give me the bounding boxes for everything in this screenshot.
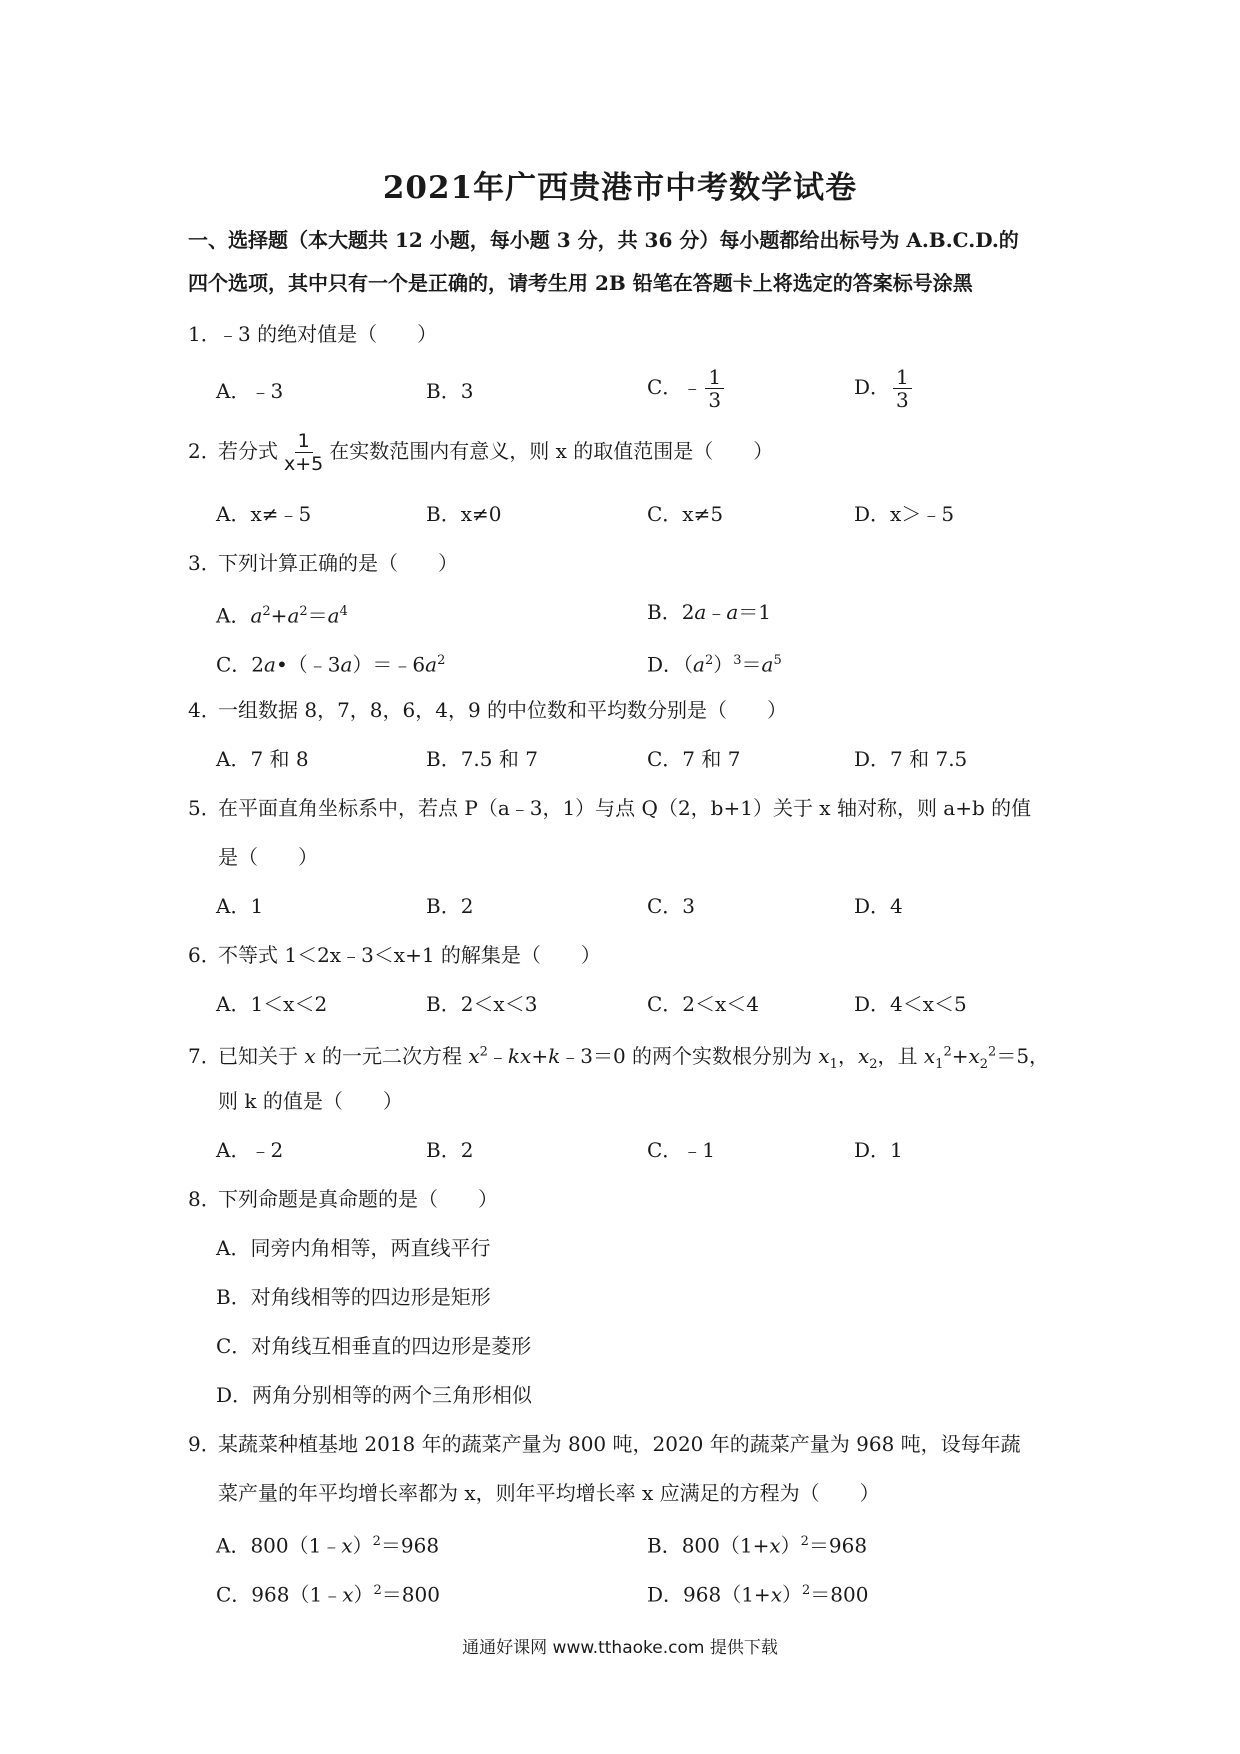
question-number: 2． — [188, 439, 221, 463]
question-6 — [188, 943, 601, 967]
question-9 — [188, 1432, 1021, 1456]
option-label: C．﹣ — [647, 375, 703, 399]
q6-option-a: A．1＜x＜2 — [216, 992, 328, 1016]
question-text: 下列计算正确的是（ ） — [218, 551, 458, 575]
q1-option-b: B．3 — [426, 379, 474, 403]
q6-option-d: D．4＜x＜5 — [854, 992, 967, 1016]
q9-option-d: D．$968(1+x)^2=800$ — [647, 1582, 869, 1607]
fraction-numerator: 1 — [295, 430, 313, 453]
q8-option-d: D．两角分别相等的两个三角形相似 — [216, 1383, 533, 1407]
question-9-continued: 菜产量的年平均增长率都为 x，则年平均增长率 x 应满足的方程为（ ） — [218, 1481, 880, 1505]
q8-option-c: C．对角线互相垂直的四边形是菱形 — [216, 1334, 532, 1358]
question-number: 9． — [188, 1432, 221, 1456]
q5-option-b: B．2 — [426, 894, 474, 918]
q1-option-c — [647, 366, 727, 411]
question-7 — [188, 1040, 1049, 1077]
fraction-numerator: 1 — [705, 366, 724, 389]
q7-option-a: A．﹣2 — [216, 1138, 284, 1162]
question-number: 3． — [188, 551, 221, 575]
q2-option-a: A．x≠﹣5 — [216, 502, 312, 526]
question-number: 7． — [188, 1043, 221, 1068]
fraction-denominator: x+5 — [284, 453, 324, 475]
question-text: 一组数据 8，7，8，6，4，9 的中位数和平均数分别是（ ） — [218, 698, 788, 722]
fraction-denominator: 3 — [896, 388, 909, 412]
q7-option-c: C．﹣1 — [647, 1138, 716, 1162]
q3-option-c: C．$2a•(﹣3a)=﹣6a^2$ — [216, 652, 446, 677]
q3-option-a: A．$a^2+a^2=a^4$ — [216, 603, 348, 628]
question-number: 5． — [188, 796, 221, 820]
q2-option-d: D．x＞﹣5 — [854, 502, 955, 526]
q3-option-b: B．2a﹣a＝1 — [647, 600, 772, 624]
question-number: 6． — [188, 943, 221, 967]
question-text: 某蔬菜种植基地 2018 年的蔬菜产量为 800 吨，2020 年的蔬菜产量为 968 吨，设每年蔬 — [218, 1432, 1021, 1456]
question-5-continued: 是（ ） — [218, 845, 318, 869]
page-title: 2021年广西贵港市中考数学试卷 — [382, 170, 858, 206]
q5-option-c: C．3 — [647, 894, 696, 918]
question-text: 在实数范围内有意义，则 x 的取值范围是（ ） — [329, 439, 774, 463]
option-label: D． — [854, 375, 891, 399]
q5-option-a: A．1 — [216, 894, 264, 918]
q6-option-b: B．2＜x＜3 — [426, 992, 538, 1016]
fraction — [281, 430, 326, 475]
q3-option-d: D．$(a^2)^3=a^5$ — [647, 652, 782, 677]
question-2 — [188, 430, 773, 475]
q2-option-b: B．x≠0 — [426, 502, 502, 526]
q4-option-b: B．7.5 和 7 — [426, 747, 538, 771]
q8-option-a: A．同旁内角相等，两直线平行 — [216, 1236, 491, 1260]
question-8 — [188, 1187, 498, 1211]
q7-option-d: D．1 — [854, 1138, 903, 1162]
q1-option-a: A．﹣3 — [216, 379, 284, 403]
question-7-continued: 则 k 的值是（ ） — [218, 1089, 403, 1113]
fraction — [705, 366, 724, 411]
question-text: 下列命题是真命题的是（ ） — [218, 1187, 498, 1211]
question-number: 1． — [188, 322, 221, 346]
q9-option-a: A．800（1﹣x）$^2$＝968 — [216, 1533, 440, 1558]
fraction-numerator: 1 — [893, 366, 912, 389]
question-text: 已知关于 x 的一元二次方程 $x^2﹣kx+k﹣3=0$ 的两个实数根分别为 $x_1$，$x_2$，且 $x_1^2+x_2^2=5$， — [218, 1043, 1050, 1072]
q4-option-c: C．7 和 7 — [647, 747, 741, 771]
page-footer: 通通好课网 www.tthaoke.com 提供下载 — [462, 1638, 778, 1658]
q7-option-b: B．2 — [426, 1138, 474, 1162]
q4-option-a: A．7 和 8 — [216, 747, 309, 771]
question-5 — [188, 796, 1031, 820]
q5-option-d: D．4 — [854, 894, 903, 918]
fraction — [893, 366, 912, 411]
question-number: 8． — [188, 1187, 221, 1211]
question-3 — [188, 551, 458, 575]
question-1 — [188, 322, 437, 346]
question-text: 在平面直角坐标系中，若点 P（a﹣3，1）与点 Q（2，b+1）关于 x 轴对称，则 a+b 的值 — [218, 796, 1032, 820]
question-4 — [188, 698, 787, 722]
q8-option-b: B．对角线相等的四边形是矩形 — [216, 1285, 491, 1309]
question-text: 若分式 — [218, 439, 278, 463]
q1-option-d — [854, 366, 915, 411]
section-heading-line-2: 四个选项，其中只有一个是正确的，请考生用 2B 铅笔在答题卡上将选定的答案标号涂黑 — [188, 271, 973, 295]
q2-option-c: C．x≠5 — [647, 502, 724, 526]
q9-option-b: B．$800(1+x)^2=968$ — [647, 1533, 868, 1558]
question-text: 不等式 1＜2x﹣3＜x+1 的解集是（ ） — [218, 943, 601, 967]
q6-option-c: C．2＜x＜4 — [647, 992, 760, 1016]
q9-option-c: C．968（1﹣x）$^2$＝800 — [216, 1582, 440, 1607]
q4-option-d: D．7 和 7.5 — [854, 747, 968, 771]
fraction-denominator: 3 — [708, 388, 722, 412]
question-text: ﹣3 的绝对值是（ ） — [218, 322, 438, 346]
section-heading-line-1: 一、选择题（本大题共 12 小题，每小题 3 分，共 36 分）每小题都给出标号为 A.B.C.D.的 — [188, 228, 1019, 252]
question-number: 4． — [188, 698, 221, 722]
